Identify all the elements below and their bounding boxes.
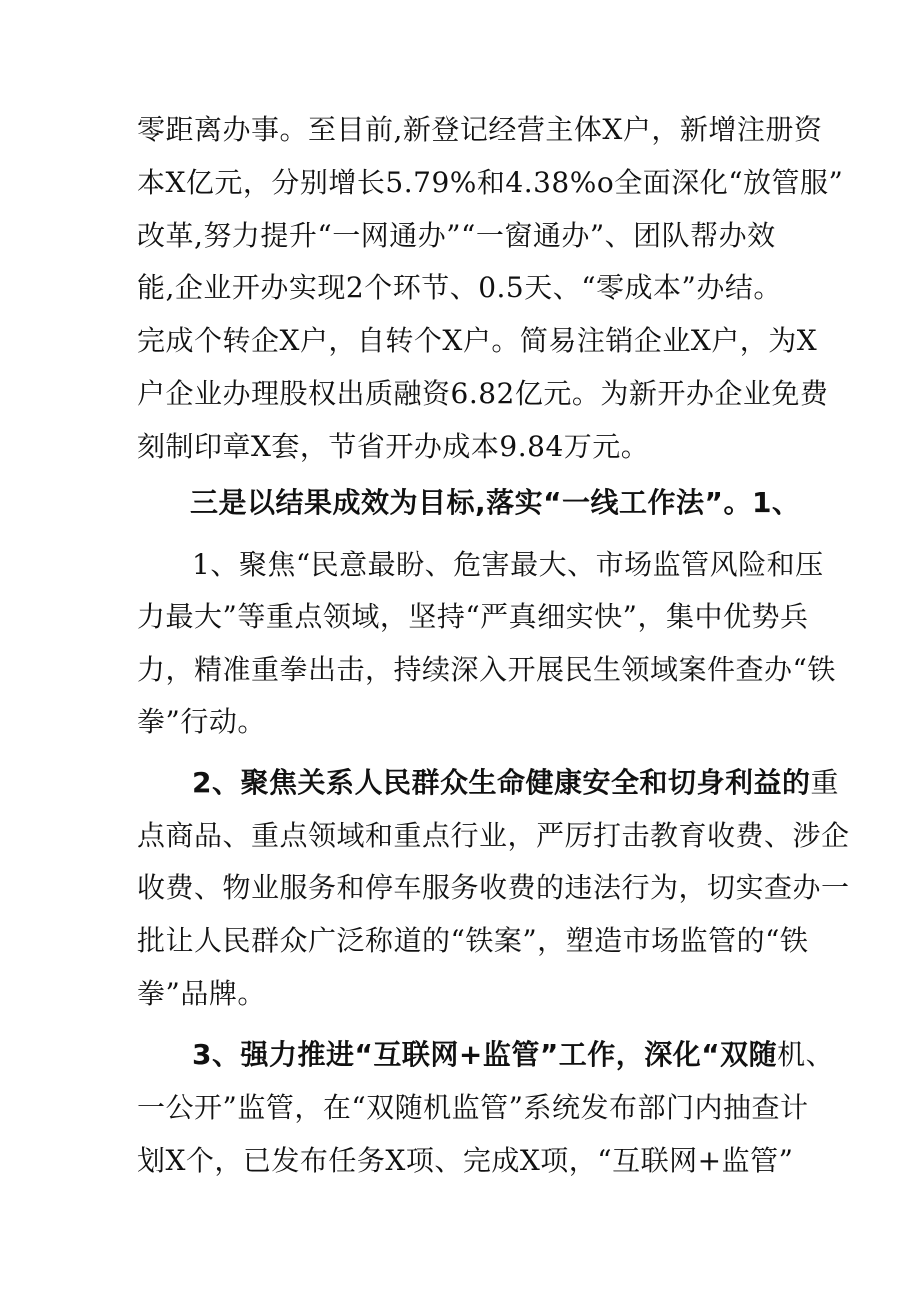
item-line: 拳”行动。 bbox=[137, 705, 266, 738]
item-line: 力最大”等重点领域，坚持“严真细实快”，集中优势兵 bbox=[137, 600, 809, 633]
item-bold-lead: 2、聚焦关系人民群众生命健康安全和切身利益的 bbox=[192, 766, 811, 799]
item-line: 一公开”监管，在“双随机监管”系统发布部门内抽查计 bbox=[137, 1091, 809, 1124]
item-line: 收费、物业服务和停车服务收费的违法行为，切实查办一 bbox=[137, 871, 850, 904]
paragraph-line: 刻制印章X套，节省开办成本9.84万元。 bbox=[137, 430, 650, 463]
item-line: 1、聚焦“民意最盼、危害最大、市场监管风险和压 bbox=[192, 548, 824, 581]
item-continuation: 机、 bbox=[777, 1038, 835, 1071]
paragraph-line: 本X亿元，分别增长5.79%和4.38%o全面深化“放管服” bbox=[137, 166, 844, 199]
item-line: 点商品、重点领域和重点行业，严厉打击教育收费、涉企 bbox=[137, 819, 850, 852]
section-heading: 三是以结果成效为目标,落实“一线工作法”。1、 bbox=[190, 486, 801, 519]
paragraph-line: 改革,努力提升“一网通办”“一窗通办”、团队帮办效 bbox=[137, 219, 776, 252]
paragraph-line: 零距离办事。至目前,新登记经营主体X户，新增注册资 bbox=[137, 113, 823, 146]
paragraph-line: 能,企业开办实现2个环节、0.5天、“零成本”办结。 bbox=[137, 271, 782, 304]
item-line: 批让人民群众广泛称道的“铁案”，塑造市场监管的“铁 bbox=[137, 924, 809, 957]
item-line: 拳”品牌。 bbox=[137, 977, 266, 1010]
paragraph-line: 完成个转企X户，自转个X户。简易注销企业X户，为X bbox=[137, 324, 818, 357]
item-line bbox=[192, 1035, 834, 1075]
paragraph-line: 户企业办理股权出质融资6.82亿元。为新开办企业免费 bbox=[137, 377, 829, 410]
item-continuation: 重 bbox=[810, 766, 840, 799]
item-bold-lead: 3、强力推进“互联网+监管”工作，深化“双随 bbox=[192, 1038, 778, 1071]
item-line bbox=[192, 763, 839, 803]
item-line: 划X个，已发布任务X项、完成X项，“互联网+监管” bbox=[137, 1144, 794, 1177]
item-line: 力，精准重拳出击，持续深入开展民生领域案件查办“铁 bbox=[137, 653, 836, 686]
